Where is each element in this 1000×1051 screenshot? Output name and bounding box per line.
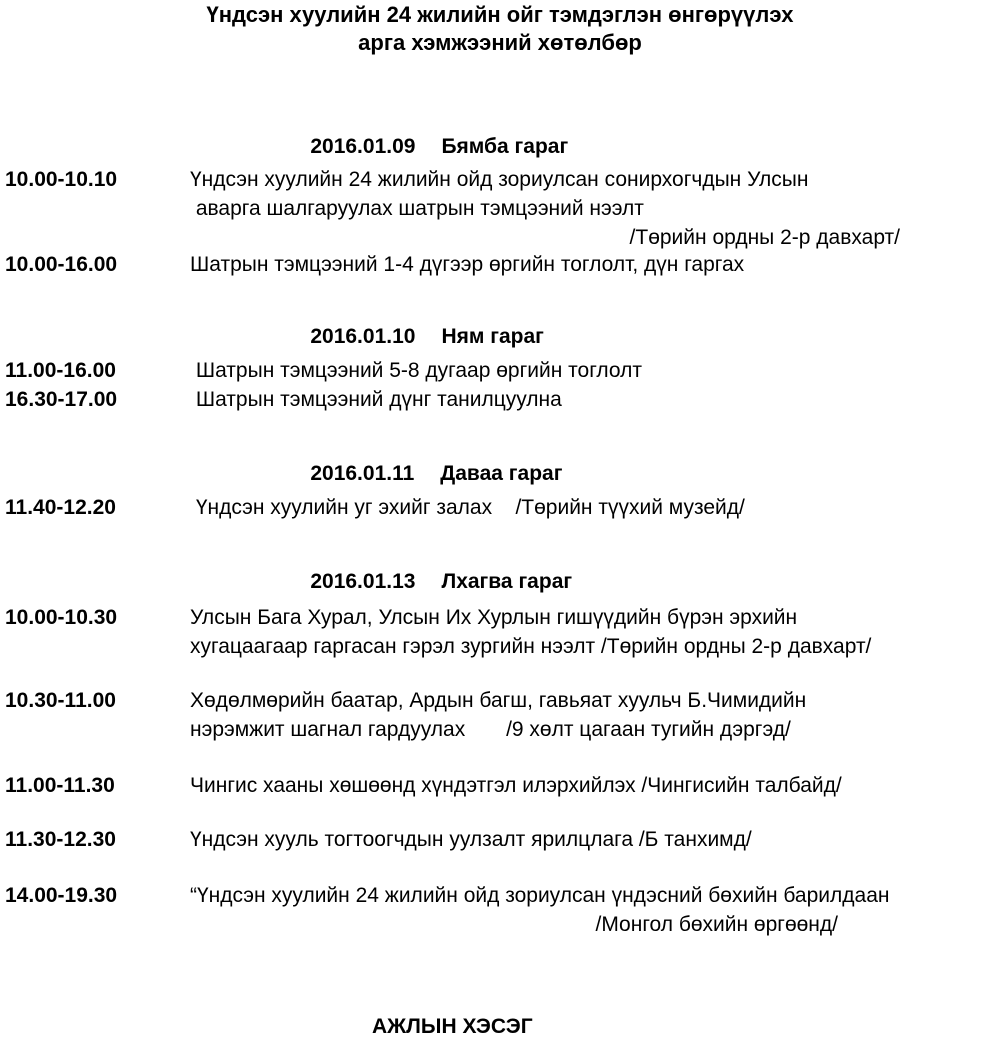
section-date: 2016.01.10 <box>310 325 416 348</box>
section-day: Даваа гараг <box>440 462 563 485</box>
event-line: нэрэмжит шагнал гардуулах /9 хөлт цагаан тугийн дэргэд/ <box>190 718 791 741</box>
event-description <box>190 603 1000 661</box>
time-range: 10.30-11.00 <box>5 689 116 712</box>
event-line: аварга шалгаруулах шатрын тэмцээний нээлт <box>190 197 644 220</box>
schedule-row <box>0 686 1000 744</box>
schedule-row <box>0 493 1000 522</box>
section-date: 2016.01.09 <box>310 135 416 158</box>
schedule-row <box>0 165 1000 252</box>
event-description <box>190 771 1000 800</box>
time-range: 16.30-17.00 <box>5 388 118 411</box>
event-description <box>190 881 1000 939</box>
event-line: Шатрын тэмцээний 5-8 дугаар өргийн тоглолт <box>190 359 643 382</box>
event-line: Үндсэн хуулийн уг эхийг залах /Төрийн түүхий музейд/ <box>190 496 745 519</box>
document-title <box>0 1 1000 57</box>
working-group-heading: АЖЛЫН ХЭСЭГ <box>372 1015 533 1038</box>
event-description <box>190 165 1000 252</box>
event-line: Чингис хааны хөшөөнд хүндэтгэл илэрхийлэх /Чингисийн талбайд/ <box>190 774 842 797</box>
event-description <box>190 356 1000 385</box>
schedule-row <box>0 385 1000 414</box>
time-range: 11.00-11.30 <box>5 774 115 797</box>
event-location: /Монгол бөхийн өргөөнд/ <box>595 913 838 936</box>
event-description <box>190 250 1000 279</box>
time-range: 10.00-16.00 <box>5 253 118 276</box>
section-date: 2016.01.11 <box>310 462 415 485</box>
time-range: 14.00-19.30 <box>5 884 118 907</box>
document-title-line-2: арга хэмжээний хөтөлбөр <box>358 30 642 55</box>
time-range: 10.00-10.30 <box>5 606 118 629</box>
time-range: 11.30-12.30 <box>5 828 116 851</box>
event-line: Улсын Бага Хурал, Улсын Их Хурлын гишүүдийн бүрэн эрхийн <box>190 606 798 629</box>
event-description <box>190 493 1000 522</box>
time-range: 10.00-10.10 <box>5 168 118 191</box>
section-day: Бямба гараг <box>441 135 569 158</box>
schedule-row <box>0 356 1000 385</box>
event-line: Шатрын тэмцээний 1-4 дүгээр өргийн тоглолт, дүн гаргах <box>190 253 745 276</box>
schedule-row <box>0 603 1000 661</box>
section-date: 2016.01.13 <box>310 570 416 593</box>
event-line: Үндсэн хууль тогтоогчдын уулзалт ярилцлага /Б танхимд/ <box>190 828 752 851</box>
event-line: Хөдөлмөрийн баатар, Ардын багш, гавьяат хуульч Б.Чимидийн <box>190 689 807 712</box>
schedule-row <box>0 825 1000 854</box>
section-day: Лхагва гараг <box>441 570 573 593</box>
event-line: “Үндсэн хуулийн 24 жилийн ойд зориулсан үндэсний бөхийн барилдаан <box>190 884 890 907</box>
document-title-line-1: Үндсэн хуулийн 24 жилийн ойг тэмдэглэн өнгөрүүлэх <box>206 2 794 27</box>
time-range: 11.00-16.00 <box>5 359 116 382</box>
event-description <box>190 825 1000 854</box>
section-day: Ням гараг <box>441 325 544 348</box>
event-description <box>190 686 1000 744</box>
schedule-row <box>0 881 1000 939</box>
schedule-row <box>0 250 1000 279</box>
event-line: хугацаагаар гаргасан гэрэл зургийн нээлт /Төрийн ордны 2-р давхарт/ <box>190 635 872 658</box>
schedule-row <box>0 771 1000 800</box>
event-description <box>190 385 1000 414</box>
event-location: /Төрийн ордны 2-р давхарт/ <box>629 226 900 249</box>
event-line: Шатрын тэмцээний дүнг танилцуулна <box>190 388 562 411</box>
event-line: Үндсэн хуулийн 24 жилийн ойд зориулсан сонирхогчдын Улсын <box>190 168 809 191</box>
time-range: 11.40-12.20 <box>5 496 116 519</box>
